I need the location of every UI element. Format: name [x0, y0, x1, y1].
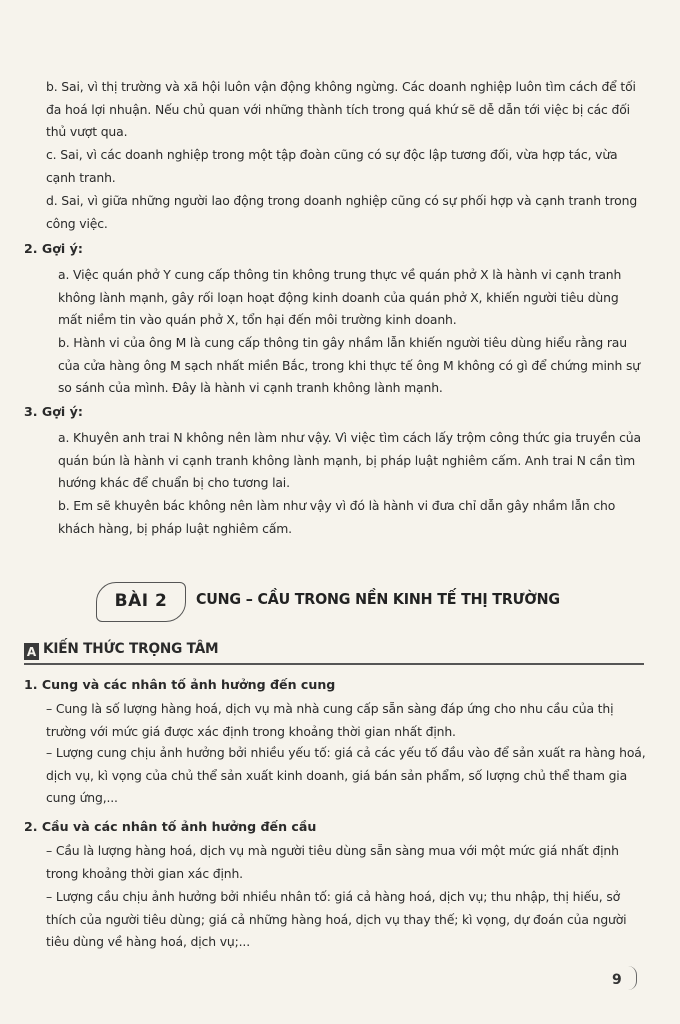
answer-1b: b. Sai, vì thị trường và xã hội luôn vận động không ngừng. Các doanh nghiệp luôn tìm cách để tối đa hoá lợi nhuận. Nếu chủ quan với những thành tích trong quá khứ sẽ dễ dẫn tới việc bị các đối thủ vượt qua.: [46, 79, 636, 139]
knowledge-1-heading: 1. Cung và các nhân tố ảnh hưởng đến cung: [24, 677, 336, 692]
knowledge-2-item: – Lượng cầu chịu ảnh hưởng bởi nhiều nhân tố: giá cả hàng hoá, dịch vụ; thu nhập, thị hiếu, sở thích của người tiêu dùng; giá cả những hàng hoá, dịch vụ thay thế; kì vọng, dự đoán của người tiêu dùng về hàng hoá, dịch vụ;...: [46, 889, 627, 949]
knowledge-2-item: – Cầu là lượng hàng hoá, dịch vụ mà người tiêu dùng sẵn sàng mua với một mức giá nhất định trong khoảng thời gian xác định.: [46, 843, 619, 881]
lesson-title: CUNG – CẦU TRONG NỀN KINH TẾ THỊ TRƯỜNG: [196, 590, 560, 608]
hint-2b: b. Hành vi của ông M là cung cấp thông tin gây nhầm lẫn khiến người tiêu dùng hiểu rằng rau của cửa hàng ông M sạch nhất miền Bắc, trong khi thực tế ông M không có gì để chứng minh sự so sánh của mình. Đây là hành vi cạnh tranh không lành mạnh.: [58, 335, 641, 395]
hint-2a: a. Việc quán phở Y cung cấp thông tin không trung thực về quán phở X là hành vi cạnh tranh không lành mạnh, gây rối loạn hoạt động kinh doanh của quán phở X, khiến người tiêu dùng mất niềm tin vào quán phở X, tổn hại đến môi trường kinh doanh.: [58, 267, 622, 327]
hint-3b: b. Em sẽ khuyên bác không nên làm như vậy vì đó là hành vi đưa chỉ dẫn gây nhầm lẫn cho khách hàng, bị pháp luật nghiêm cấm.: [58, 498, 616, 536]
hint-2-heading: 2. Gợi ý:: [24, 241, 83, 256]
hint-3-heading: 3. Gợi ý:: [24, 404, 83, 419]
section-title: KIẾN THỨC TRỌNG TÂM: [43, 641, 219, 657]
page-number-brace: [628, 966, 637, 990]
answer-1c: c. Sai, vì các doanh nghiệp trong một tập đoàn cũng có sự độc lập tương đối, vừa hợp tác, vừa cạnh tranh.: [46, 147, 618, 185]
lesson-label: BÀI 2: [114, 591, 168, 611]
page-number: 9: [612, 972, 622, 988]
answer-1d: d. Sai, vì giữa những người lao động trong doanh nghiệp cũng có sự phối hợp và cạnh tranh trong công việc.: [46, 193, 638, 231]
section-header: [24, 640, 644, 666]
section-divider: [24, 663, 644, 665]
knowledge-2-heading: 2. Cầu và các nhân tố ảnh hưởng đến cầu: [24, 819, 317, 834]
knowledge-1-item: – Lượng cung chịu ảnh hưởng bởi nhiều yếu tố: giá cả các yếu tố đầu vào để sản xuất ra hàng hoá, dịch vụ, kì vọng của chủ thể sản xuất kinh doanh, giá bán sản phẩm, số lượng chủ thể tham gia cung ứng,...: [46, 745, 646, 805]
section-badge: A: [24, 643, 39, 660]
lesson-header: [96, 578, 596, 624]
knowledge-1-item: – Cung là số lượng hàng hoá, dịch vụ mà nhà cung cấp sẵn sàng đáp ứng cho nhu cầu của thị trường với mức giá được xác định trong khoảng thời gian nhất định.: [46, 701, 614, 739]
hint-3a: a. Khuyên anh trai N không nên làm như vậy. Vì việc tìm cách lấy trộm công thức gia truyền của quán bún là hành vi cạnh tranh không lành mạnh, bị pháp luật nghiêm cấm. Anh trai N cần tìm hướng khác để chuẩn bị cho tương lai.: [58, 430, 641, 490]
